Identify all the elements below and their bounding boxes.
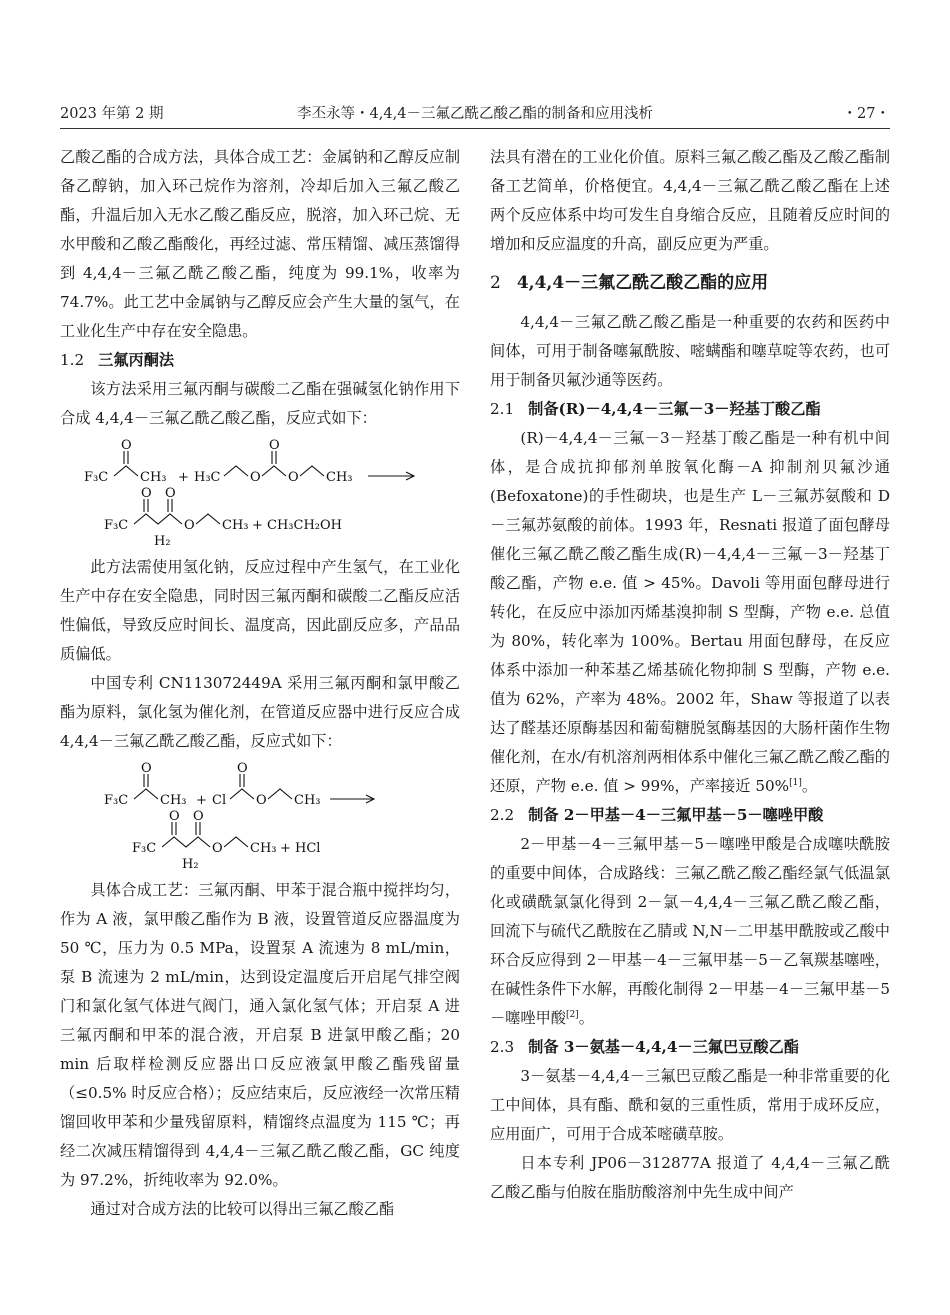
running-title: 李丕永等・4,4,4－三氟乙酰乙酸乙酯的制备和应用浅析 — [297, 106, 653, 122]
paragraph-process-details: 具体合成工艺：三氟丙酮、甲苯于混合瓶中搅拌均匀，作为 A 液，氯甲酸乙酯作为 B 液，设置管道反应器温度为 50 ℃，压力为 0.5 MPa，设置泵 A 流速为 8 mL/min，泵 B 流速为 2 mL/min，达到设定温度后开启尾气排空阀门和氯化氢气体进气阀门，通入氯化氢气体；开启泵 A 进三氟丙酮和甲苯的混合液，开启泵 B 进氯甲酸乙酯；20 min 后取样检测反应器出口反应液氯甲酸乙酯残留量（≤0.5% 时反应合格）；反应结束后，反应液经一次常压精馏回收甲苯和少量残留原料，精馏终点温度为 115 ℃；再经二次减压精馏得到 4,4,4－三氟乙酰乙酸乙酯，GC 纯度为 97.2%，折纯收率为 92.0%。 — [60, 881, 460, 1189]
paragraph-applications: 4,4,4－三氟乙酰乙酸乙酯是一种重要的农药和医药中间体，可用于制备噻氟酰胺、嘧螨酯和噻草啶等农药，也可用于制备贝氟沙通等医药。 — [490, 313, 890, 389]
eq1-bond — [300, 466, 324, 476]
eq1-byproduct: + CH₃CH₂OH — [252, 518, 343, 533]
eq2-bond — [230, 789, 254, 799]
eq2-bond — [134, 789, 158, 799]
header-rule — [60, 128, 890, 129]
eq1-product-ch3: CH₃ — [222, 518, 249, 533]
paragraph-text: 2－甲基－4－三氟甲基－5－噻唑甲酸是合成噻呋酰胺的重要中间体，合成路线：三氟乙酰乙酸乙酯经氯气低温氯化或磺酰氯氯化得到 2－氯－4,4,4－三氟乙酰乙酸乙酯，回流下与硫代乙酰胺在乙腈或 N,N－二甲基甲酰胺或乙酸中环合反应得到 2－甲基－4－三氟甲基－5－乙氧羰基噻唑，在碱性条件下水解，再酸化制得 2－甲基－4－三氟甲基－5－噻唑甲酸 — [490, 835, 890, 1027]
eq2-h2: H₂ — [182, 857, 199, 872]
eq1-product-f3c: F₃C — [104, 518, 129, 533]
paragraph-thiazole-acid — [490, 830, 890, 1033]
paragraph-trifluoroacetone-intro: 该方法采用三氟丙酮与碳酸二乙酯在强碱氢化钠作用下合成 4,4,4－三氟乙酰乙酸乙酯，反应式如下： — [60, 380, 460, 427]
eq2-plus: + — [196, 793, 207, 808]
eq1-o5: O — [141, 486, 152, 501]
paragraph-sodium-method: 乙酸乙酯的合成方法，具体合成工艺：金属钠和乙醇反应制备乙醇钠，加入环己烷作为溶剂，冷却后加入三氟乙酸乙酯，升温后加入无水乙酸乙酯反应，脱溶，加入环己烷、无水甲酸和乙酸乙酯酸化，再经过滤、常压精馏、减压蒸馏得到 4,4,4－三氟乙酰乙酸乙酯，纯度为 99.1%，收率为 74.7%。此工艺中金属钠与乙醇反应会产生大量的氢气，在工业化生产中存在安全隐患。 — [60, 148, 460, 340]
paragraph-patent-cn: 中国专利 CN113072449A 采用三氟丙酮和氯甲酸乙酯为原料，氯化氢为催化剂，在管道反应器中进行反应合成 4,4,4－三氟乙酰乙酸乙酯，反应式如下： — [60, 674, 460, 750]
eq1-h3c: H₃C — [194, 470, 221, 485]
paragraph-comparison: 通过对合成方法的比较可以得出三氟乙酸乙酯 — [90, 1200, 395, 1218]
journal-issue: 2023 年第 2 期 — [60, 106, 164, 122]
eq1-ch3: CH₃ — [140, 470, 167, 485]
subsection-number: 2.3 — [490, 1038, 515, 1056]
subsection-title: 制备 2－甲基－4－三氟甲基－5－噻唑甲酸 — [528, 806, 824, 824]
running-header — [60, 100, 890, 124]
paragraph-text: (R)－4,4,4－三氟－3－羟基丁酸乙酯是一种有机中间体，是合成抗抑郁剂单胺氧化酶－A 抑制剂贝氟沙通(Befoxatone)的手性砌块，也是生产 L－三氟苏氨酸和 D－三氟苏氨酸的前体。1993 年，Resnati 报道了面包酵母催化三氟乙酰乙酸乙酯生成(R)－4,4,4－三氟－3－羟基丁酸乙酯，产物 e.e. 值 > 45%。Davoli 等用面包酵母进行转化，在反应中添加丙烯基溴抑制 S 型酶，产物 e.e. 总值为 80%，转化率为 100%。Bertau 用面包酵母，在反应体系中添加一种苯基乙烯基硫化物抑制 S 型酶，产物 e.e. 值为 62%，产率为 48%。2002 年，Shaw 等报道了以表达了醛基还原酶基因和葡萄糖脱氢酶基因的大肠杆菌作生物催化剂，在水/有机溶剂两相体系中催化三氟乙酰乙酸乙酯的还原，产物 e.e. 值 > 99%，产率接近 50% — [490, 429, 890, 795]
page-number: ・27・ — [842, 106, 890, 122]
eq1-o2: O — [250, 470, 261, 485]
eq1-bond — [114, 466, 138, 476]
eq2-f3c: F₃C — [104, 793, 129, 808]
subsection-title: 制备 3－氨基－4,4,4－三氟巴豆酸乙酯 — [528, 1038, 799, 1056]
eq2-byproduct: + HCl — [280, 841, 321, 856]
subsection-heading-1-2 — [60, 346, 460, 375]
eq1-bond — [262, 466, 286, 476]
eq1-bond — [196, 514, 220, 524]
eq2-ch3-end: CH₃ — [294, 793, 321, 808]
eq2-ch3: CH₃ — [160, 793, 187, 808]
right-column — [490, 143, 890, 1207]
section-heading-2 — [490, 266, 890, 300]
eq2-o1: O — [141, 762, 152, 776]
eq1-ch3-end: CH₃ — [326, 470, 353, 485]
eq1-plus: + — [178, 470, 189, 485]
reaction-scheme-1 — [84, 439, 464, 549]
subsection-heading-2-2 — [490, 801, 890, 830]
citation-2: [2] — [565, 1009, 579, 1020]
eq2-cl: Cl — [212, 793, 227, 808]
paragraph-end: 。 — [578, 1009, 594, 1027]
eq2-o3: O — [256, 793, 267, 808]
paragraph-nah-drawbacks: 此方法需使用氢化钠，反应过程中产生氢气，在工业化生产中存在安全隐患，同时因三氟丙酮和碳酸二乙酯反应活性偏低，导致反应时间长、温度高，因此副反应多，产品品质偏低。 — [60, 558, 460, 663]
section-number: 2 — [490, 273, 501, 293]
section-title: 4,4,4－三氟乙酰乙酸乙酯的应用 — [516, 273, 769, 293]
eq2-bond — [268, 789, 292, 799]
paragraph-hydroxybutyrate — [490, 424, 890, 801]
subsection-number: 1.2 — [60, 351, 85, 369]
paragraph-end: 。 — [801, 777, 818, 795]
eq1-o1: O — [121, 439, 132, 453]
left-column — [60, 143, 460, 1224]
eq2-o6: O — [212, 841, 223, 856]
subsection-title: 制备(R)－4,4,4－三氟－3－羟基丁酸乙酯 — [528, 400, 821, 418]
eq1-o4: O — [288, 470, 299, 485]
citation-1: [1] — [789, 777, 802, 788]
subsection-heading-2-3 — [490, 1033, 890, 1062]
eq1-o3: O — [269, 439, 280, 453]
eq2-product-f3c: F₃C — [132, 841, 157, 856]
reaction-scheme-2 — [84, 762, 464, 872]
paragraph-aminocrotonate: 3－氨基－4,4,4－三氟巴豆酸乙酯是一种非常重要的化工中间体，具有酯、酰和氨的三重性质，常用于成环反应，应用面广，可用于合成苯嘧磺草胺。 — [490, 1067, 890, 1143]
subsection-title: 三氟丙酮法 — [98, 351, 175, 369]
eq1-f3c: F₃C — [84, 470, 109, 485]
eq1-bond — [224, 466, 248, 476]
eq2-bond — [224, 837, 248, 847]
paragraph-industrial-value: 法具有潜在的工业化价值。原料三氟乙酸乙酯及乙酸乙酯制备工艺简单，价格便宜。4,4,4－三氟乙酰乙酸乙酯在上述两个反应体系中均可发生自身缩合反应，且随着反应时间的增加和反应温度的升高，副反应更为严重。 — [490, 148, 890, 253]
subsection-heading-2-1 — [490, 395, 890, 424]
eq1-h2: H₂ — [154, 534, 171, 549]
eq1-o7: O — [184, 518, 195, 533]
eq2-product-ch3: CH₃ — [250, 841, 277, 856]
eq2-o4: O — [169, 809, 180, 824]
paragraph-patent-jp: 日本专利 JP06－312877A 报道了 4,4,4－三氟乙酰乙酸乙酯与伯胺在脂肪酸溶剂中先生成中间产 — [490, 1154, 890, 1201]
eq2-o5: O — [193, 809, 204, 824]
eq1-o6: O — [165, 486, 176, 501]
eq2-o2: O — [237, 762, 248, 776]
eq1-bond — [134, 514, 182, 524]
subsection-number: 2.1 — [490, 400, 515, 418]
subsection-number: 2.2 — [490, 806, 515, 824]
eq2-bond — [162, 837, 210, 847]
